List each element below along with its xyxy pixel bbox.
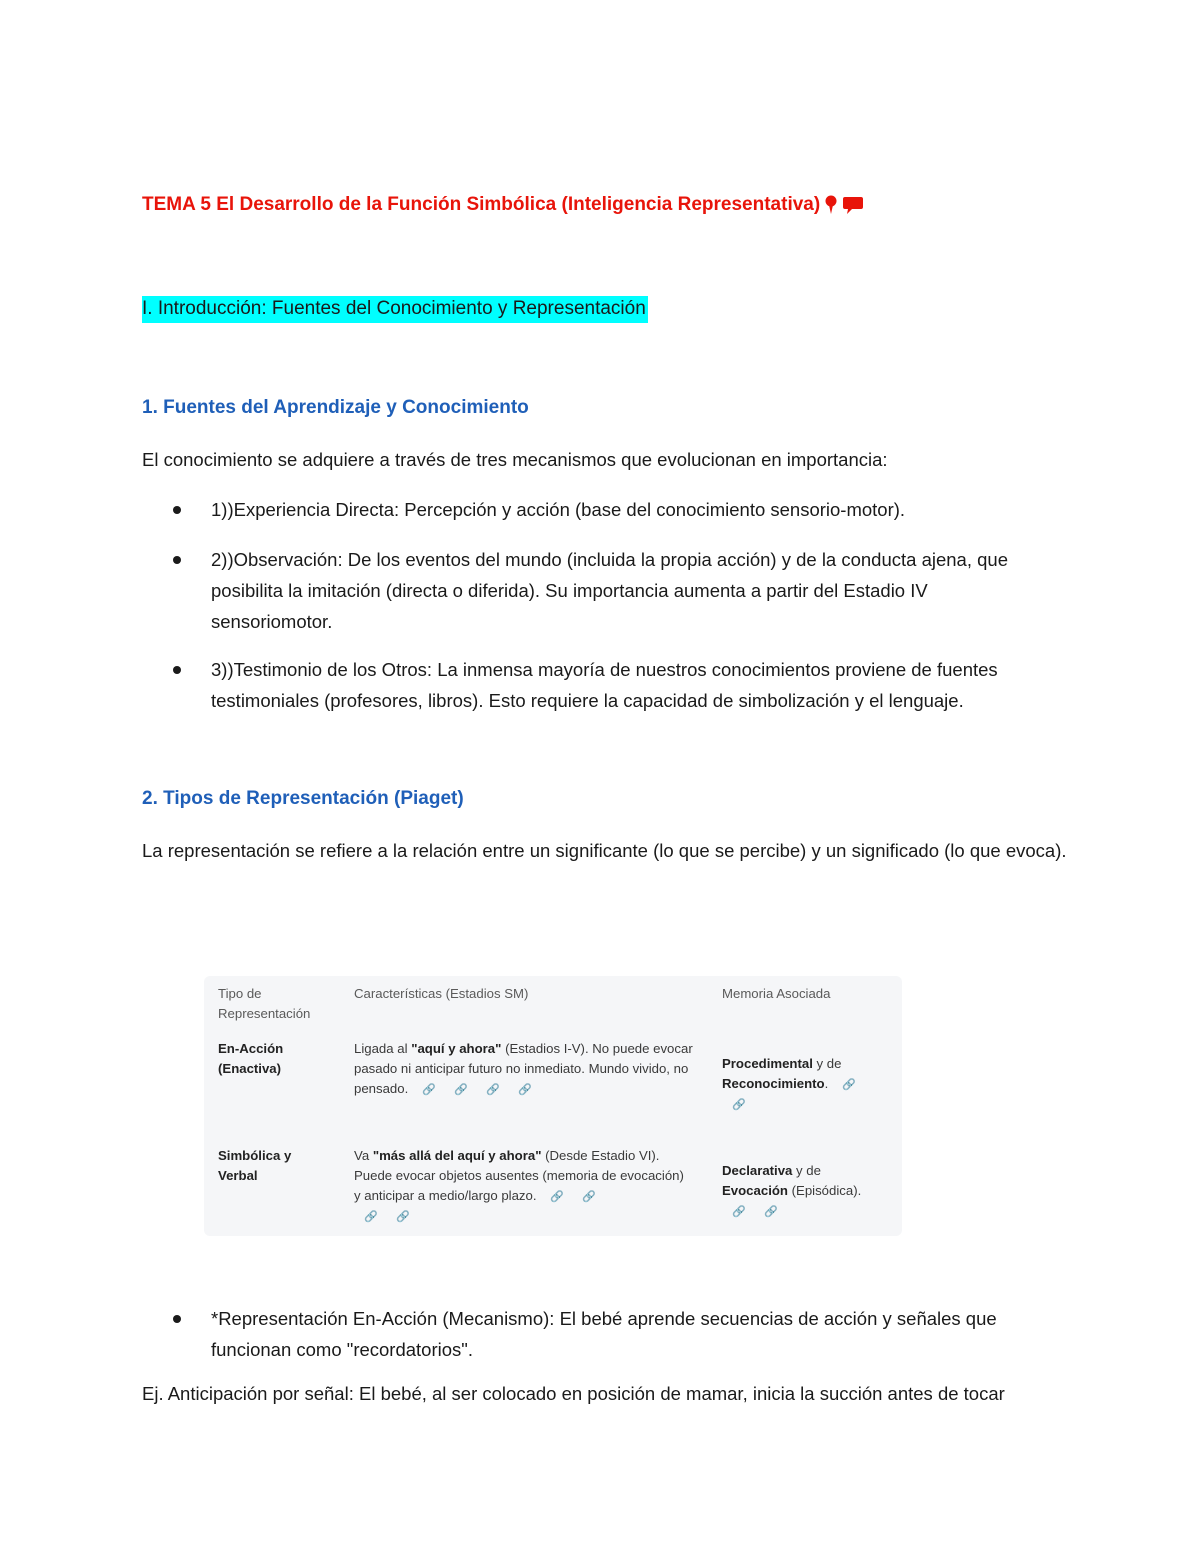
table-header-tipo: Tipo de Representación [218, 986, 311, 1021]
table-cell-memoria: Declarativa y de Evocación (Episódica). 🔗 🔗 [722, 1163, 862, 1218]
link-icon[interactable]: 🔗 [764, 1205, 778, 1218]
link-icon[interactable]: 🔗 [364, 1210, 378, 1223]
link-icon[interactable]: 🔗 [732, 1098, 746, 1111]
bullet-dot [173, 1315, 181, 1323]
pin-icon [824, 195, 838, 215]
bullet-dot [173, 556, 181, 564]
speech-bubble-icon [842, 195, 864, 215]
section2-paragraph: La representación se refiere a la relación entre un significante (lo que se percibe) y un significado (lo que evoca). [142, 840, 1067, 861]
document-title [142, 194, 864, 216]
intro-heading: I. Introducción: Fuentes del Conocimiento y Representación [142, 296, 648, 323]
link-icon[interactable]: 🔗 [421, 1083, 436, 1096]
example-paragraph: Ej. Anticipación por señal: El bebé, al ser colocado en posición de mamar, inicia la succión antes de tocar [142, 1383, 1005, 1404]
bullet-dot [173, 506, 181, 514]
link-icon[interactable]: 🔗 [517, 1083, 532, 1096]
table-header-caracteristicas: Características (Estadios SM) [354, 986, 529, 1001]
section1-heading: 1. Fuentes del Aprendizaje y Conocimiento [142, 397, 529, 418]
representation-table [204, 976, 902, 1236]
table-row: Simbólica y Verbal [218, 1148, 292, 1183]
link-icon[interactable]: 🔗 [550, 1190, 564, 1203]
table-cell-caracteristicas: Ligada al "aquí y ahora" (Estadios I-V). No puede evocar pasado ni anticipar futuro no inmediato. Mundo vivido, no pensado. 🔗 🔗 🔗 🔗 [354, 1041, 693, 1096]
title-text: TEMA 5 El Desarrollo de la Función Simbólica (Inteligencia Representativa) [142, 194, 821, 215]
link-icon[interactable]: 🔗 [396, 1210, 410, 1223]
list-item: 1))Experiencia Directa: Percepción y acción (base del conocimiento sensorio-motor). [170, 494, 1070, 525]
table-row: En-Acción (Enactiva) [218, 1041, 284, 1076]
link-icon[interactable]: 🔗 [582, 1190, 596, 1203]
table-cell-caracteristicas: Va "más allá del aquí y ahora" (Desde Estadio VI). Puede evocar objetos ausentes (memoria de evocación) y anticipar a medio/largo plazo. 🔗 🔗 🔗 🔗 [354, 1148, 684, 1223]
list-item: 2))Observación: De los eventos del mundo (incluida la propia acción) y de la conducta ajena, que posibilita la imitación (directa o diferida). Su importancia aumenta a partir del Estadio IV sensoriomotor. [170, 544, 1050, 637]
section1-paragraph: El conocimiento se adquiere a través de tres mecanismos que evolucionan en importancia: [142, 449, 888, 470]
link-icon[interactable]: 🔗 [841, 1078, 856, 1091]
table-cell-memoria: Procedimental y de Reconocimiento. 🔗 🔗 [722, 1056, 856, 1111]
section2-heading: 2. Tipos de Representación (Piaget) [142, 788, 464, 809]
list-item: 3))Testimonio de los Otros: La inmensa mayoría de nuestros conocimientos proviene de fuentes testimoniales (profesores, libros). Esto requiere la capacidad de simbolización y el lenguaje. [170, 654, 1050, 716]
link-icon[interactable]: 🔗 [453, 1083, 468, 1096]
table-header-memoria: Memoria Asociada [722, 986, 831, 1001]
link-icon[interactable]: 🔗 [732, 1205, 746, 1218]
list-item: *Representación En-Acción (Mecanismo): El bebé aprende secuencias de acción y señales que funcionan como "recordatorios". [170, 1303, 1050, 1365]
bullet-dot [173, 666, 181, 674]
link-icon[interactable]: 🔗 [485, 1083, 500, 1096]
